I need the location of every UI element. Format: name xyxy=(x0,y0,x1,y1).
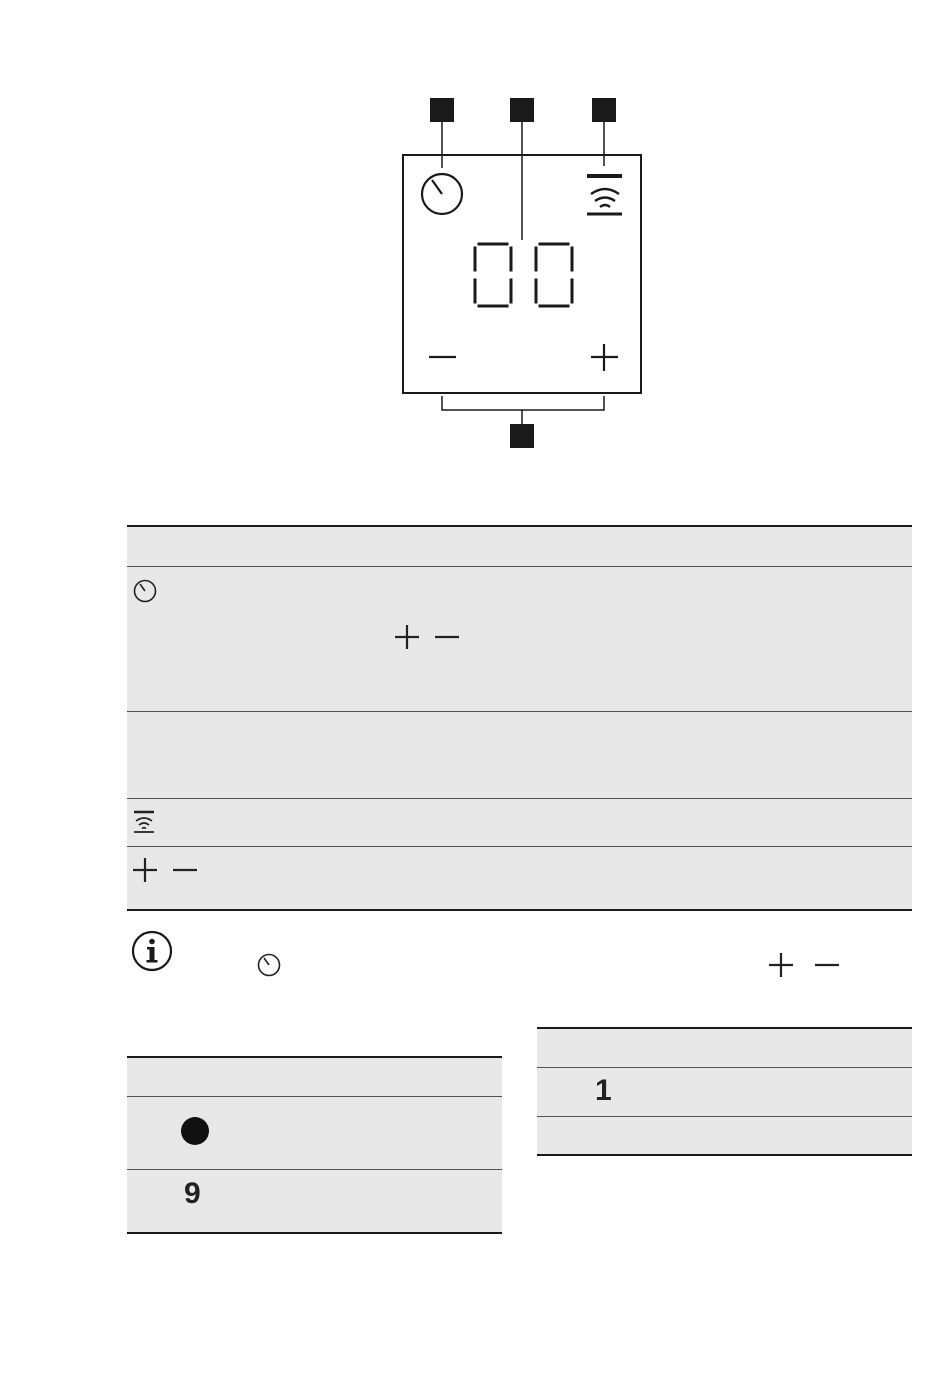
callout-plus-minus xyxy=(510,424,534,448)
main-table-row-display xyxy=(127,712,912,798)
left-table-header-row xyxy=(127,1058,502,1096)
main-table-row-plus-minus xyxy=(127,847,912,909)
callout-timer xyxy=(430,98,454,122)
main-table-row-timer xyxy=(127,567,912,711)
dot-icon xyxy=(181,1117,209,1145)
right-table-row-one xyxy=(537,1068,912,1116)
symbol-nine: 9 xyxy=(184,1177,201,1210)
callout-hob2hood xyxy=(592,98,616,122)
minus-icon xyxy=(815,953,839,977)
hob2hood-icon xyxy=(133,810,155,834)
left-table-bottom-rule xyxy=(127,1232,502,1234)
timer-icon xyxy=(256,952,282,978)
hob2hood-icon xyxy=(587,176,622,214)
minus-icon xyxy=(435,625,459,649)
timer-icon xyxy=(132,578,158,604)
plus-icon xyxy=(395,625,419,649)
plus-icon xyxy=(133,858,157,882)
info-icon xyxy=(131,930,173,972)
control-panel-svg xyxy=(380,90,660,460)
main-table-bottom-rule xyxy=(127,909,912,911)
display-digit-1 xyxy=(475,244,511,306)
main-table-header-row xyxy=(127,527,912,566)
display-digit-2 xyxy=(536,244,572,306)
timer-icon xyxy=(422,174,462,214)
plus-icon xyxy=(769,953,793,977)
callout-display xyxy=(510,98,534,122)
minus-icon xyxy=(173,858,197,882)
display-digits xyxy=(475,244,572,306)
main-table-row-hob2hood xyxy=(127,799,912,846)
plus-icon xyxy=(591,344,618,371)
left-table-row-nine xyxy=(127,1170,502,1232)
right-table-bottom-rule xyxy=(537,1154,912,1156)
symbol-one: 1 xyxy=(595,1074,612,1107)
right-table-row-blank xyxy=(537,1117,912,1154)
left-table-row-dot xyxy=(127,1097,502,1169)
leader-bracket-plus-minus xyxy=(442,396,604,410)
control-panel-diagram xyxy=(380,90,660,460)
right-table-header-row xyxy=(537,1029,912,1067)
